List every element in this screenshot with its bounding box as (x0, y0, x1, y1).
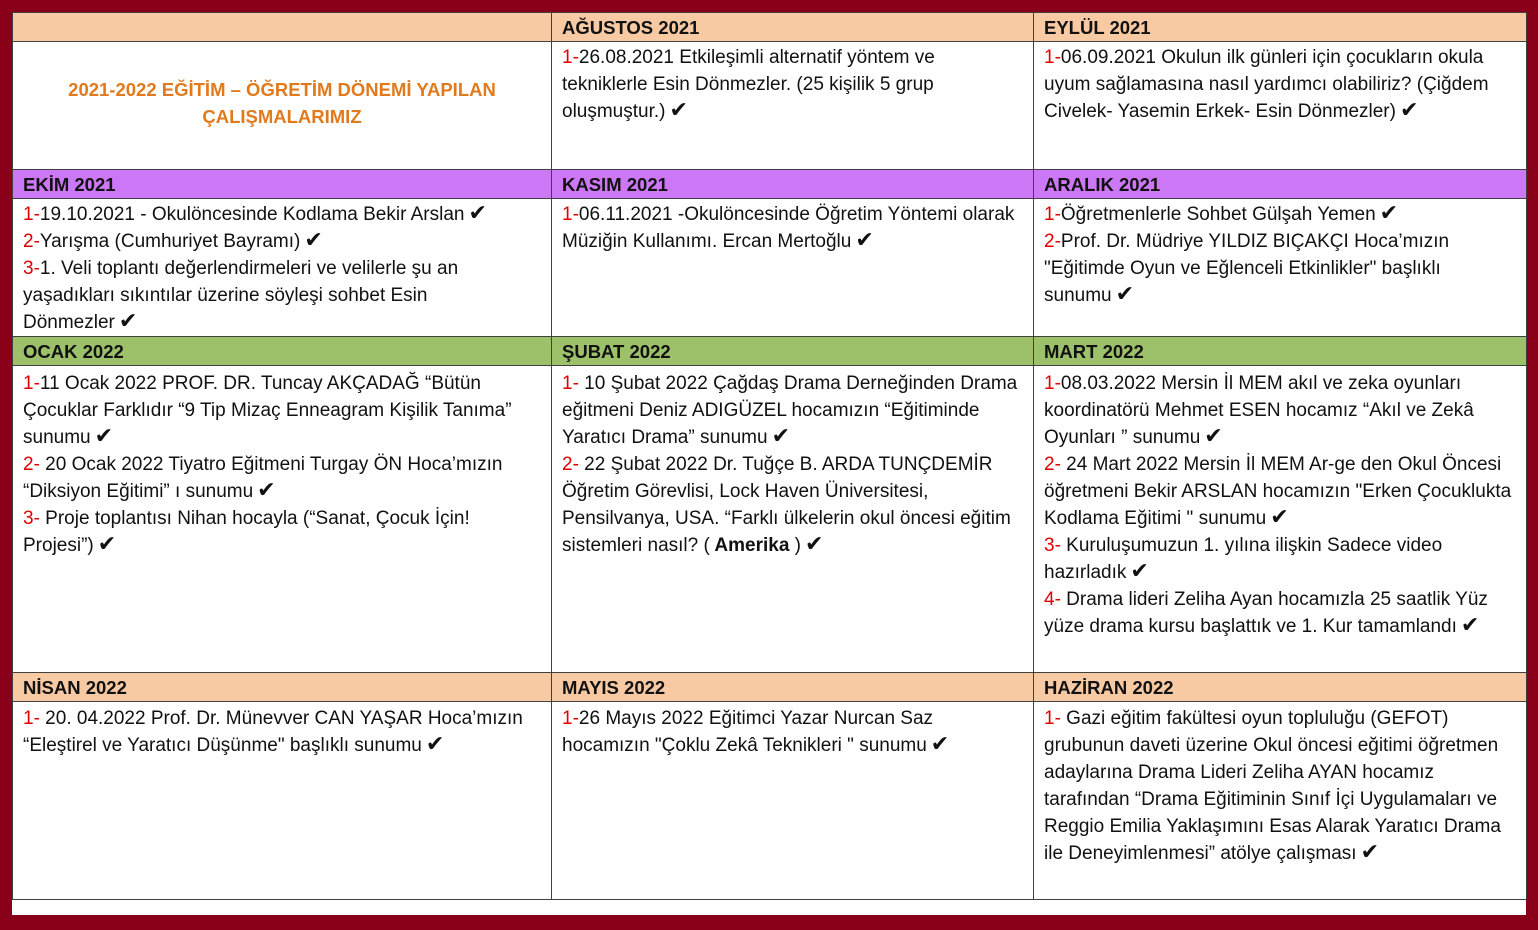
entry-text: 11 Ocak 2022 PROF. DR. Tuncay AKÇADAĞ “Bütün Çocuklar Farklıdır “9 Tip Mizaç Enneagram Kişilik Tanıma” sunumu (23, 373, 512, 448)
entry-text: Proje toplantısı Nihan hocayla (“Sanat, Çocuk İçin! Projesi”) (23, 508, 470, 556)
entry-after-text: ) (789, 535, 801, 556)
entry-text: Gazi eğitim fakültesi oyun topluluğu (GEFOT) grubunun daveti üzerine Okul öncesi eğitimi öğretmen adaylarına Drama Lideri Zeliha AYAN hocamız tarafından “Drama Eğitiminin Sınıf İçi Uygulamaları ve Reggio Emilia Yaklaşımını Esas Alarak Yaratıcı Drama ile Deneyimlenmesi” atölye çalışması (1044, 708, 1501, 864)
entry-number: 1- (1044, 47, 1061, 68)
activity-entry (23, 705, 541, 759)
checkmark-icon: ✔ (1270, 504, 1289, 529)
month-header-mart: MART 2022 (1034, 337, 1527, 366)
month-cell-mayis (552, 702, 1034, 900)
month-cell-agustos (552, 42, 1034, 170)
entry-number: 4- (1044, 589, 1061, 610)
entry-text: 10 Şubat 2022 Çağdaş Drama Derneğinden Drama eğitmeni Deniz ADIGÜZEL hocamızın “Eğitiminde Yaratıcı Drama” sunumu (562, 373, 1018, 448)
entry-number: 1- (1044, 373, 1061, 394)
checkmark-icon: ✔ (855, 227, 874, 252)
content-row-4 (13, 702, 1527, 900)
month-cell-haziran (1034, 702, 1527, 900)
activity-entry (23, 201, 541, 228)
checkmark-icon: ✔ (1115, 281, 1135, 306)
checkmark-icon: ✔ (1399, 97, 1419, 122)
checkmark-icon: ✔ (425, 731, 445, 756)
month-header-ocak: OCAK 2022 (13, 337, 552, 366)
activity-entry (1044, 201, 1516, 228)
month-header-mayis: MAYIS 2022 (552, 673, 1034, 702)
activity-entry (23, 505, 541, 559)
entry-number: 1- (562, 708, 579, 729)
entry-text: 19.10.2021 - Okulöncesinde Kodlama Bekir Arslan (39, 204, 465, 225)
month-header-agustos: AĞUSTOS 2021 (552, 13, 1034, 42)
month-cell-subat (552, 366, 1034, 673)
entry-text: 22 Şubat 2022 Dr. Tuğçe B. ARDA TUNÇDEMİR Öğretim Görevlisi, Lock Haven Üniversitesi, Pensilvanya, USA. “Farklı ülkelerin okul öncesi eğitim sistemleri nasıl? ( (562, 454, 1011, 556)
checkmark-icon: ✔ (669, 97, 688, 122)
entry-text: 06.09.2021 Okulun ilk günleri için çocukların okula uyum sağlamasına nasıl yardımcı olabiliriz? (Çiğdem Civelek- Yasemin Erkek- Esin Dönmezler) (1044, 47, 1489, 122)
header-row-1 (13, 13, 1527, 42)
content-row-2 (13, 199, 1527, 337)
entry-text: Prof. Dr. Müdriye YILDIZ BIÇAKÇI Hoca’mızın "Eğitimde Oyun ve Eğlenceli Etkinlikler" başlıklı sunumu (1044, 231, 1450, 306)
entry-number: 2- (1044, 454, 1061, 475)
entry-text: Yarışma (Cumhuriyet Bayramı) (39, 231, 301, 252)
activity-entry (1044, 586, 1516, 640)
entry-number: 3- (1044, 535, 1061, 556)
month-header-haziran: HAZİRAN 2022 (1034, 673, 1527, 702)
month-header-subat: ŞUBAT 2022 (552, 337, 1034, 366)
month-cell-kasim (552, 199, 1034, 337)
checkmark-icon: ✔ (771, 423, 790, 448)
checkmark-icon: ✔ (118, 308, 138, 333)
schedule-frame (12, 12, 1526, 915)
month-header-eylul: EYLÜL 2021 (1034, 13, 1527, 42)
entry-number: 1- (1044, 204, 1061, 225)
header-row-3 (13, 337, 1527, 366)
activity-entry (23, 255, 541, 336)
entry-number: 1- (23, 204, 40, 225)
activities-table (12, 12, 1527, 900)
checkmark-icon: ✔ (1360, 839, 1379, 864)
activity-entry (1044, 228, 1516, 309)
entry-number: 1- (23, 708, 40, 729)
month-header-ekim: EKİM 2021 (13, 170, 552, 199)
entry-text: 06.11.2021 -Okulöncesinde Öğretim Yöntemi olarak Müziğin Kullanımı. Ercan Mertoğlu (562, 204, 1015, 252)
checkmark-icon: ✔ (1379, 200, 1399, 225)
checkmark-icon: ✔ (468, 200, 487, 225)
month-cell-nisan (13, 702, 552, 900)
entry-number: 3- (23, 258, 40, 279)
entry-text: 26.08.2021 Etkileşimli alternatif yöntem ve tekniklerle Esin Dönmezler. (25 kişilik 5 grup oluşmuştur.) (562, 47, 935, 122)
activity-entry (562, 201, 1023, 255)
entry-text: 1. Veli toplantı değerlendirmeleri ve velilerle şu an yaşadıkları sıkıntılar üzerine söyleşi sohbet Esin Dönmezler (23, 258, 459, 333)
checkmark-icon: ✔ (257, 477, 276, 502)
checkmark-icon: ✔ (1130, 558, 1149, 583)
content-row-3 (13, 366, 1527, 673)
entry-text: 24 Mart 2022 Mersin İl MEM Ar-ge den Okul Öncesi öğretmeni Bekir ARSLAN hocamızın "Erken Çocuklukta Kodlama Eğitimi " sunumu (1044, 454, 1512, 529)
month-cell-mart (1034, 366, 1527, 673)
activity-entry (562, 451, 1023, 559)
entry-text: Drama lideri Zeliha Ayan hocamızla 25 saatlik Yüz yüze drama kursu başlattık ve 1. Kur tamamlandı (1044, 589, 1488, 637)
entry-text: 20 Ocak 2022 Tiyatro Eğitmeni Turgay ÖN Hoca’mızın “Diksiyon Eğitimi” ı sunumu (23, 454, 503, 502)
title-cell (13, 42, 552, 170)
checkmark-icon: ✔ (1460, 612, 1480, 637)
month-cell-ocak (13, 366, 552, 673)
activity-entry (1044, 44, 1516, 125)
content-row-1 (13, 42, 1527, 170)
activity-entry (1044, 451, 1516, 532)
entry-number: 1- (23, 373, 40, 394)
entry-text: 20. 04.2022 Prof. Dr. Münevver CAN YAŞAR Hoca’mızın “Eleştirel ve Yaratıcı Düşünme" başlıklı sunumu (23, 708, 523, 756)
activity-entry (1044, 705, 1516, 867)
entry-number: 3- (23, 508, 40, 529)
entry-text: 08.03.2022 Mersin İl MEM akıl ve zeka oyunları koordinatörü Mehmet ESEN hocamız “Akıl ve Zekâ Oyunları ” sunumu (1044, 373, 1474, 448)
checkmark-icon: ✔ (930, 731, 950, 756)
activity-entry (23, 228, 541, 255)
header-empty-cell (13, 13, 552, 42)
entry-text: Kuruluşumuzun 1. yılına ilişkin Sadece video hazırladık (1044, 535, 1443, 583)
header-row-2 (13, 170, 1527, 199)
checkmark-icon: ✔ (97, 531, 117, 556)
month-cell-aralik (1034, 199, 1527, 337)
page-title: 2021-2022 EĞİTİM – ÖĞRETİM DÖNEMİ YAPILAN ÇALIŞMALARIMIZ (68, 79, 496, 127)
activity-entry (23, 370, 541, 451)
month-header-kasim: KASIM 2021 (552, 170, 1034, 199)
month-header-aralik: ARALIK 2021 (1034, 170, 1527, 199)
entry-number: 1- (1044, 708, 1061, 729)
month-cell-ekim (13, 199, 552, 337)
entry-number: 2- (562, 454, 579, 475)
entry-number: 1- (562, 204, 579, 225)
checkmark-icon: ✔ (1204, 423, 1223, 448)
activity-entry (1044, 370, 1516, 451)
activity-entry (23, 451, 541, 505)
checkmark-icon: ✔ (304, 227, 323, 252)
activity-entry (1044, 532, 1516, 586)
month-cell-eylul (1034, 42, 1527, 170)
entry-bold-text: Amerika (709, 535, 790, 556)
activity-entry (562, 705, 1023, 759)
entry-text: 26 Mayıs 2022 Eğitimci Yazar Nurcan Saz hocamızın "Çoklu Zekâ Teknikleri " sunumu (562, 708, 934, 756)
entry-number: 2- (1044, 231, 1061, 252)
header-row-4 (13, 673, 1527, 702)
entry-number: 2- (23, 231, 40, 252)
activity-entry (562, 44, 1023, 125)
checkmark-icon: ✔ (805, 531, 824, 556)
entry-number: 1- (562, 47, 579, 68)
activity-entry (562, 370, 1023, 451)
month-header-nisan: NİSAN 2022 (13, 673, 552, 702)
checkmark-icon: ✔ (94, 423, 114, 448)
entry-number: 2- (23, 454, 40, 475)
entry-number: 1- (562, 373, 579, 394)
entry-text: Öğretmenlerle Sohbet Gülşah Yemen (1060, 204, 1376, 225)
